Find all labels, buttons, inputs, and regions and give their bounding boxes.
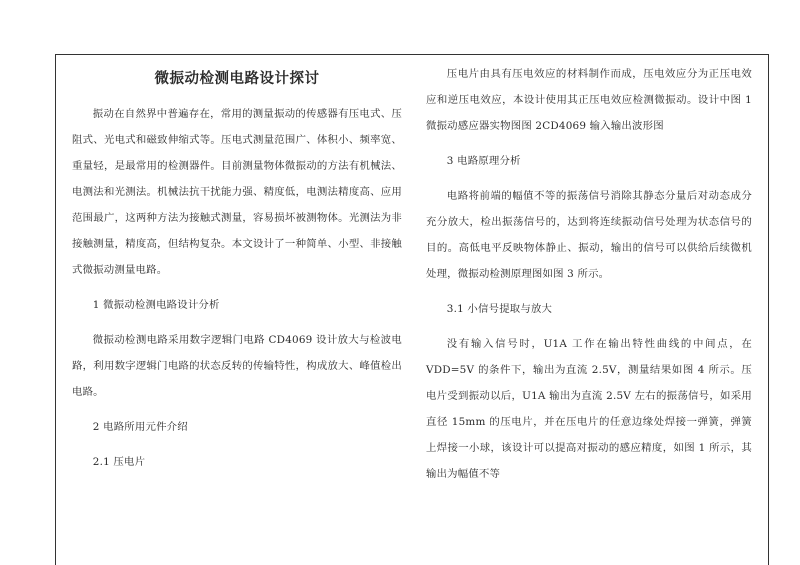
document-title: 微振动检测电路设计探讨: [154, 71, 320, 87]
section-1-paragraph: 微振动检测电路采用数字逻辑门电路 CD4069 设计放大与检波电路，利用数字逻辑门电路的状态反转的传输特性，构成放大、峰值检出电路。: [72, 334, 402, 398]
section-3-1-paragraph: 没有输入信号时，U1A 工作在输出特性曲线的中间点，在 VDD=5V 的条件下，输出为直流 2.5V，测量结果如图 4 所示。压电片受到振动以后，U1A 输出为直流 2.5V 左右的振荡信号，如采用直径 15mm 的压电片，并在压电片的任意边缘处焊接一弹簧，弹簧上焊接一小球，该设计可以提高对振动的感应精度，如图 1 所示，其输出为幅值不等: [426, 338, 752, 480]
section-3-paragraph: 电路将前端的幅值不等的振荡信号消除其静态分量后对动态成分充分放大，检出振荡信号的，达到将连续振动信号处理为状态信号的目的。高低电平反映物体静止、振动，输出的信号可以供给后续微机处理，微振动检测原理图如图 3 所示。: [426, 190, 752, 280]
intro-paragraph: 振动在自然界中普遍存在，常用的测量振动的传感器有压电式、压阻式、光电式和磁致伸缩式等。压电式测量范围广、体积小、频率宽、重量轻，是最常用的检测器件。目前测量物体微振动的方法有机械法、电测法和光测法。机械法抗干扰能力强、精度低，电测法精度高、应用范围最广，这两种方法为接触式测量，容易损坏被测物体。光测法为非接触测量，精度高，但结构复杂。本文设计了一种简单、小型、非接触式微振动测量电路。: [72, 108, 402, 276]
section-heading-3: 3 电路原理分析: [446, 155, 521, 167]
section-heading-2-1: 2.1 压电片: [92, 456, 146, 468]
section-heading-2: 2 电路所用元件介绍: [92, 421, 188, 433]
piezo-paragraph: 压电片由具有压电效应的材料制作而成，压电效应分为正压电效应和逆压电效应，本设计使用其正压电效应检测微振动。设计中图 1 微振动感应器实物图图 2CD4069 输入输出波形图: [426, 68, 752, 132]
left-column: [72, 54, 402, 484]
section-heading-1: 1 微振动检测电路设计分析: [92, 299, 220, 311]
right-column: [426, 61, 752, 496]
section-heading-3-1: 3.1 小信号提取与放大: [446, 303, 553, 315]
